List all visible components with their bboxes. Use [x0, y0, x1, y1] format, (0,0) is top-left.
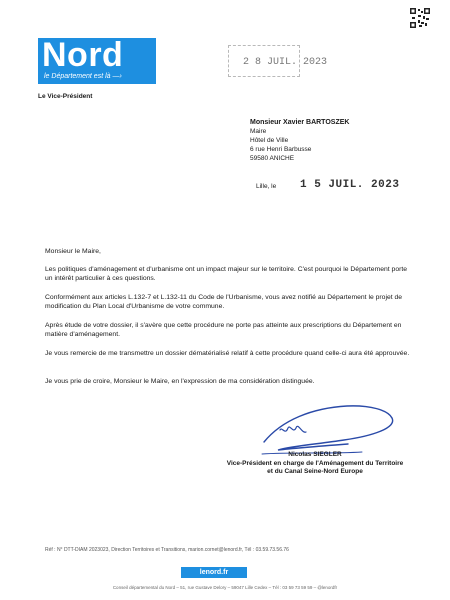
body-paragraph: Conformément aux articles L.132-7 et L.132-11 du Code de l'Urbanisme, vous avez notifié au Département le projet de modification du Plan Local d'Urbanisme de votre commune. [45, 294, 403, 310]
body-paragraph: Les politiques d'aménagement et d'urbanisme ont un impact majeur sur le territoire. C'est pourquoi le Département porte un intérêt particulier à ces questions. [45, 266, 408, 282]
nord-logo [38, 38, 156, 84]
recipient-line: Maire [250, 128, 267, 135]
body-paragraph: Après étude de votre dossier, il s'avère que cette procédure ne porte pas atteinte aux prescriptions du Département en matière d'aménagement. [45, 322, 402, 338]
logo-tagline: le Département est là —› [44, 73, 122, 80]
website-badge[interactable]: lenord.fr [181, 567, 247, 578]
body-paragraph: Je vous prie de croire, Monsieur le Maire, en l'expression de ma considération distinguée. [45, 378, 315, 385]
recipient-line: 6 rue Henri Barbusse [250, 146, 312, 153]
logo-wordmark: Nord [42, 36, 124, 74]
reception-stamp [228, 45, 328, 77]
reference-line: Réf : N° DTT-DIAM 2023023, Direction Territoires et Transitions, marion.cornet@lenord.fr, Tél : 03.59.73.56.76 [45, 547, 289, 553]
issuer-label: Le Vice-Président [38, 93, 93, 100]
signatory-title: Vice-Président en charge de l'Aménagement du Territoire [226, 459, 404, 467]
footer-address: Conseil départemental du Nord – 51, rue Gustave Delory – 59047 Lille Cedex – Tél : 03 59 73 59 59 – @lenordfr [112, 585, 338, 590]
date-stamp: 1 5 JUIL. 2023 [300, 179, 400, 191]
recipient-address [250, 118, 349, 163]
recipient-name: Monsieur Xavier BARTOSZEK [250, 119, 350, 126]
salutation: Monsieur le Maire, [45, 248, 101, 255]
signatory-title: et du Canal Seine-Nord Europe [267, 468, 363, 475]
handwritten-signature [252, 390, 402, 460]
reception-stamp-date: 2 8 JUIL. 2023 [243, 57, 328, 68]
qr-code-icon [410, 8, 430, 28]
recipient-line: 59580 ANICHE [250, 155, 295, 162]
recipient-line: Hôtel de Ville [250, 137, 289, 144]
place-label: Lille, le [256, 183, 277, 190]
signatory-block [205, 451, 425, 477]
signatory-name: Nicolas SIEGLER [288, 451, 342, 458]
body-paragraph: Je vous remercie de me transmettre un dossier dématérialisé relatif à cette procédure quand celle-ci aura été approuvée. [45, 350, 410, 357]
